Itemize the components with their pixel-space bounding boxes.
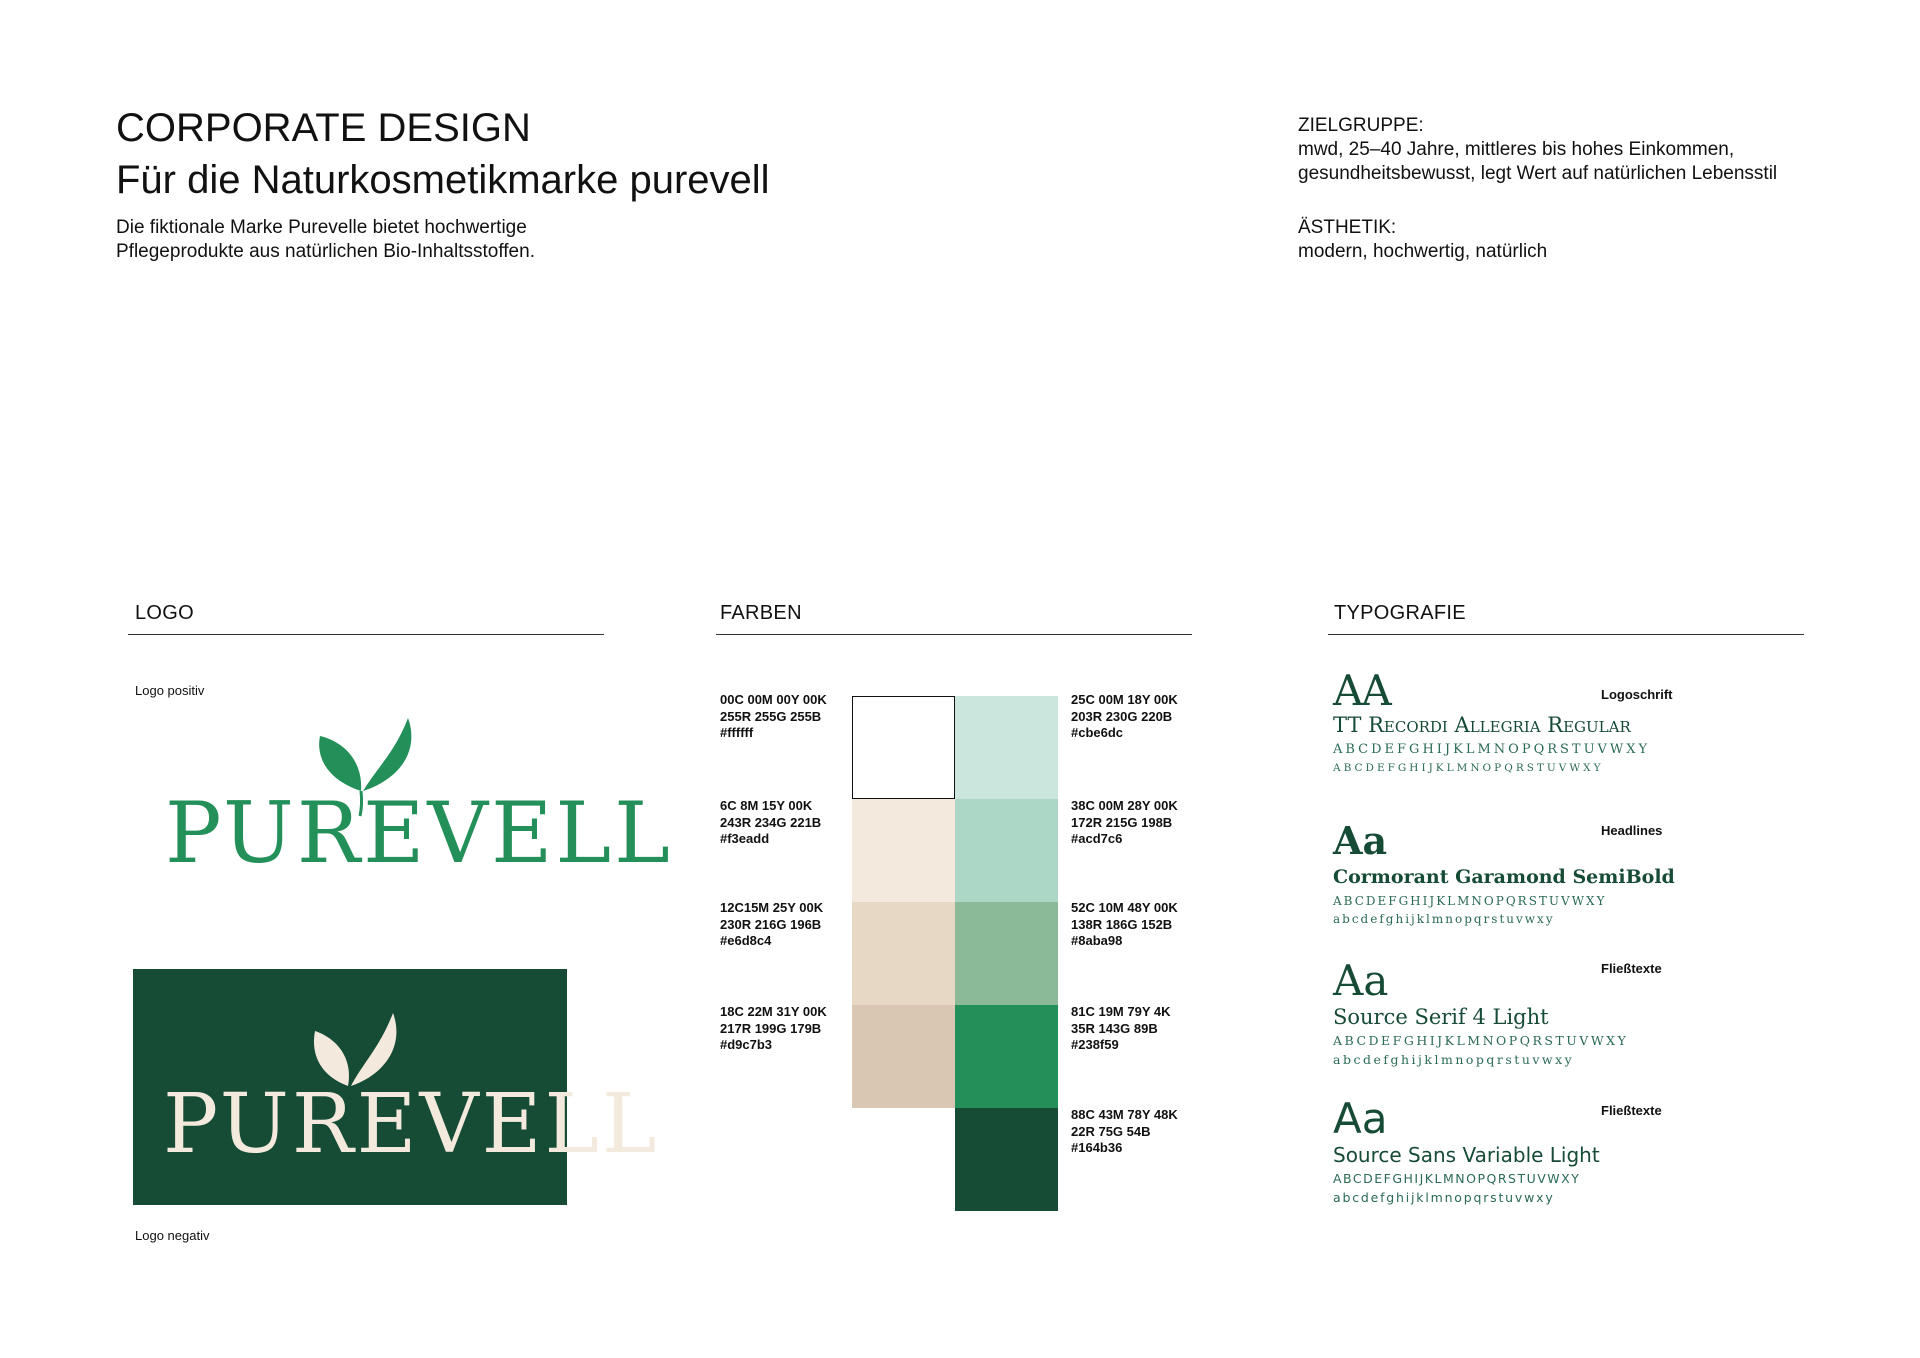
- color-cmyk: 88C 43M 78Y 48K: [1071, 1107, 1178, 1122]
- color-rgb: 35R 143G 89B: [1071, 1020, 1158, 1036]
- target-group-text: mwd, 25–40 Jahre, mittleres bis hohes Einkommen,: [1298, 139, 1735, 160]
- color-swatch-dark-green: [955, 1108, 1058, 1211]
- font-alphabet-upper: ABCDEFGHIJKLMNOPQRSTUVWXY: [1333, 1033, 1629, 1048]
- target-group-text: gesundheitsbewusst, legt Wert auf natürlichen Lebensstil: [1298, 163, 1778, 184]
- font-usage-label: Headlines: [1601, 823, 1663, 838]
- color-hex: #d9c7b3: [720, 1037, 773, 1052]
- color-hex: #e6d8c4: [720, 933, 772, 948]
- page-subtitle: Für die Naturkosmetikmarke purevell: [116, 158, 770, 202]
- intro-line: Pflegeprodukte aus natürlichen Bio-Inhaltsstoffen.: [116, 241, 535, 262]
- font-sample: Aa: [1333, 1094, 1388, 1143]
- color-spec: [720, 692, 827, 742]
- color-rgb: 217R 199G 179B: [720, 1020, 822, 1036]
- logo-negative: [133, 969, 660, 1205]
- font-name: TT Recordi Allegria Regular: [1333, 713, 1631, 737]
- color-swatch-mint: [955, 799, 1058, 902]
- logo-negative-label: Logo negativ: [135, 1228, 210, 1243]
- color-hex: #cbe6dc: [1071, 725, 1124, 740]
- color-rgb: 203R 230G 220B: [1071, 708, 1173, 724]
- color-rgb: 172R 215G 198B: [1071, 814, 1173, 830]
- color-cmyk: 00C 00M 00Y 00K: [720, 692, 827, 707]
- color-swatch-mint-light: [955, 696, 1058, 799]
- color-hex: #f3eadd: [720, 831, 770, 846]
- color-cmyk: 25C 00M 18Y 00K: [1071, 692, 1178, 707]
- font-name: Cormorant Garamond SemiBold: [1333, 866, 1675, 888]
- color-rgb: 243R 234G 221B: [720, 814, 822, 830]
- logo-positive: [165, 712, 673, 882]
- font-alphabet-lower: ABCDEFGHIJKLMNOPQRSTUVWXY: [1333, 762, 1604, 774]
- colors-divider: [716, 634, 1192, 635]
- color-spec: [1071, 1004, 1171, 1054]
- logo-divider: [128, 634, 604, 635]
- target-group-block: [1298, 114, 1777, 186]
- color-rgb: 255R 255G 255B: [720, 708, 822, 724]
- aesthetics-block: [1298, 216, 1547, 264]
- font-alphabet-upper: ABCDEFGHIJKLMNOPQRSTUVWXY: [1333, 894, 1607, 908]
- color-hex: #ffffff: [720, 725, 754, 740]
- font-alphabet-upper: ABCDEFGHIJKLMNOPQRSTUVWXY: [1333, 1171, 1581, 1186]
- color-swatch-sage: [955, 902, 1058, 1005]
- color-hex: #164b36: [1071, 1140, 1123, 1155]
- logo-positive-label: Logo positiv: [135, 683, 205, 698]
- color-spec: [1071, 1107, 1178, 1157]
- font-alphabet-lower: abcdefghijklmnopqrstuvwxy: [1333, 1052, 1575, 1067]
- font-usage-label: Fließtexte: [1601, 961, 1662, 976]
- font-sample: Aa: [1333, 956, 1389, 1005]
- color-hex: #acd7c6: [1071, 831, 1123, 846]
- font-sample: AA: [1333, 666, 1390, 715]
- typography-divider: [1328, 634, 1804, 635]
- typography-heading: TYPOGRAFIE: [1334, 602, 1466, 624]
- color-spec: [1071, 798, 1178, 848]
- font-usage-label: Fließtexte: [1601, 1103, 1662, 1118]
- font-name: Source Serif 4 Light: [1333, 1005, 1549, 1029]
- color-hex: #8aba98: [1071, 933, 1123, 948]
- color-rgb: 230R 216G 196B: [720, 916, 822, 932]
- logo-heading: LOGO: [135, 602, 194, 624]
- color-cmyk: 52C 10M 48Y 00K: [1071, 900, 1178, 915]
- font-sample: Aa: [1333, 818, 1388, 863]
- color-rgb: 138R 186G 152B: [1071, 916, 1173, 932]
- color-spec: [720, 1004, 827, 1054]
- color-cmyk: 6C 8M 15Y 00K: [720, 798, 813, 813]
- color-cmyk: 18C 22M 31Y 00K: [720, 1004, 827, 1019]
- font-usage-label: Logoschrift: [1601, 687, 1673, 702]
- logo-wordmark-negative: PUREVELL: [163, 1077, 660, 1172]
- aesthetics-text: modern, hochwertig, natürlich: [1298, 241, 1548, 262]
- color-spec: [1071, 692, 1178, 742]
- font-alphabet-lower: abcdefghijklmnopqrstuvwxy: [1333, 912, 1555, 926]
- intro-line: Die fiktionale Marke Purevelle bietet hochwertige: [116, 217, 527, 238]
- color-spec: [720, 900, 823, 950]
- color-rgb: 22R 75G 54B: [1071, 1123, 1151, 1139]
- color-hex: #238f59: [1071, 1037, 1119, 1052]
- color-swatch-sand: [852, 902, 955, 1005]
- color-swatch-white: [852, 696, 955, 799]
- color-spec: [720, 798, 821, 848]
- color-swatch-green: [955, 1005, 1058, 1108]
- font-alphabet-lower: abcdefghijklmnopqrstuvwxy: [1333, 1190, 1555, 1205]
- aesthetics-label: ÄSTHETIK:: [1298, 217, 1397, 238]
- logo-wordmark: PUREVELL: [165, 784, 673, 882]
- target-group-label: ZIELGRUPPE:: [1298, 115, 1424, 136]
- font-alphabet-upper: ABCDEFGHIJKLMNOPQRSTUVWXY: [1333, 742, 1651, 757]
- page-title: CORPORATE DESIGN: [116, 106, 531, 150]
- intro-text: [116, 216, 535, 264]
- color-cmyk: 12C15M 25Y 00K: [720, 900, 824, 915]
- color-spec: [1071, 900, 1178, 950]
- color-cmyk: 38C 00M 28Y 00K: [1071, 798, 1178, 813]
- colors-heading: FARBEN: [720, 602, 802, 624]
- font-name: Source Sans Variable Light: [1333, 1143, 1600, 1167]
- color-cmyk: 81C 19M 79Y 4K: [1071, 1004, 1171, 1019]
- color-swatch-beige: [852, 1005, 955, 1108]
- color-swatch-cream: [852, 799, 955, 902]
